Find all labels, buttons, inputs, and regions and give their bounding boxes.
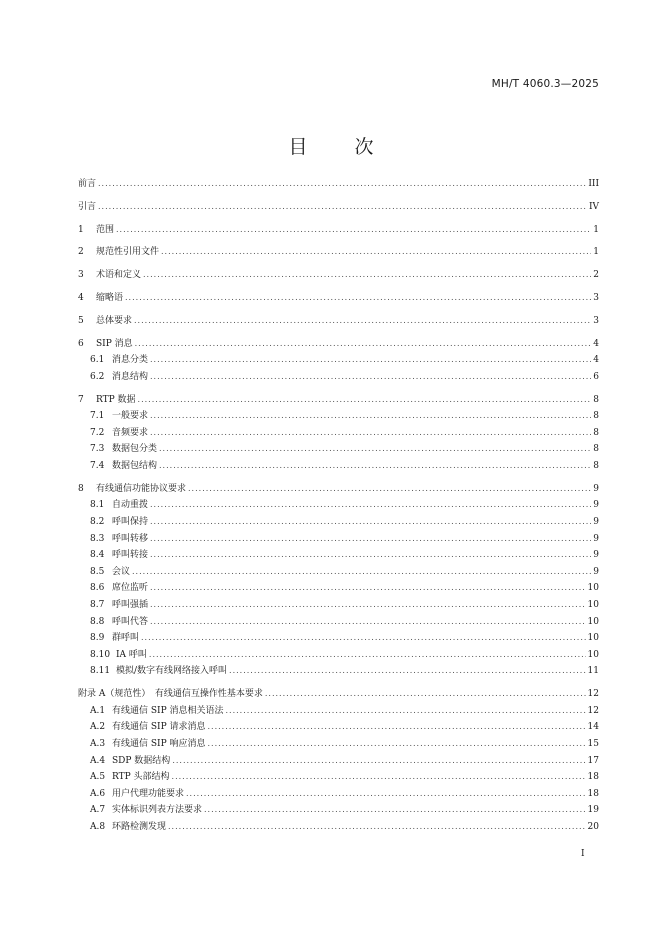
toc-entry-label: 有线通信功能协议要求: [96, 483, 187, 494]
toc-entry-page: 10: [587, 583, 599, 594]
toc-entry-label: 有线通信 SIP 消息相关语法: [112, 705, 224, 716]
toc-entry-label: 消息分类: [112, 355, 149, 366]
toc-entry-label: 数据包结构: [112, 461, 158, 471]
leader-dots: [186, 790, 586, 798]
toc-entry-number: 2: [78, 247, 84, 258]
toc-entry[interactable]: [78, 317, 599, 326]
toc-entry-page: 12: [587, 689, 599, 700]
leader-dots: [150, 429, 591, 437]
toc-entry-number: 7.3: [90, 444, 105, 455]
toc-entry-page: 4: [593, 338, 599, 349]
leader-dots: [188, 485, 591, 493]
toc-entry-label: 术语和定义: [96, 270, 142, 281]
toc-entry[interactable]: [78, 634, 599, 643]
leader-dots: [150, 551, 591, 559]
toc-entry-text: [78, 226, 116, 235]
leader-dots: [149, 651, 586, 659]
leader-dots: [150, 535, 591, 543]
toc-entry-page: 10: [587, 616, 599, 627]
toc-entry-page: 9: [593, 533, 599, 544]
leader-dots: [150, 618, 586, 626]
toc-entry[interactable]: [78, 203, 599, 212]
toc-entry[interactable]: [78, 396, 599, 405]
toc-title: 目 次: [288, 136, 388, 158]
leader-dots: [150, 584, 586, 592]
leader-dots: [204, 806, 586, 814]
toc-entry[interactable]: [78, 226, 599, 235]
toc-entry-page: 18: [587, 788, 599, 799]
toc-entry-label: 有线通信 SIP 请求消息: [112, 722, 206, 733]
toc-entry[interactable]: [78, 551, 599, 560]
toc-entry[interactable]: [78, 535, 599, 544]
toc-entry-number: 7: [78, 394, 84, 405]
toc-entry[interactable]: [78, 485, 599, 494]
toc-entry[interactable]: [78, 757, 599, 766]
toc-entry-page: 9: [593, 483, 599, 494]
toc-entry-number: 8.5: [90, 566, 105, 577]
toc-entry-text: [78, 180, 98, 189]
toc-entry-number: 6.2: [90, 371, 105, 382]
toc-entry-text: [78, 317, 134, 326]
toc-entry[interactable]: [78, 412, 599, 421]
toc-entry-text: [90, 723, 208, 732]
toc-entry-label: 音频要求: [112, 427, 149, 438]
leader-dots: [150, 518, 591, 526]
toc-entry-text: [90, 373, 150, 382]
toc-entry-label: 呼叫保持: [112, 517, 149, 527]
toc-entry-page: 3: [593, 315, 599, 326]
toc-entry-label: 前言: [78, 179, 97, 189]
toc-entry-text: [90, 757, 172, 766]
toc-entry-text: [90, 740, 208, 749]
leader-dots: [150, 373, 591, 381]
toc-entry[interactable]: [78, 340, 599, 349]
toc-entry-text: [90, 429, 150, 438]
leader-dots: [132, 568, 591, 576]
toc-entry[interactable]: [78, 707, 599, 716]
toc-entry-page: 11: [587, 666, 599, 677]
toc-entry-text: [90, 618, 150, 627]
toc-entry-page: 20: [587, 822, 599, 832]
toc-entry-page: 1: [593, 224, 599, 235]
toc-entry-page: 18: [587, 772, 599, 783]
toc-entry[interactable]: [78, 667, 599, 676]
toc-entry-number: 4: [78, 293, 84, 303]
toc-entry-page: 17: [587, 755, 599, 766]
toc-entry[interactable]: [78, 651, 599, 660]
toc-entry-number: 8.10: [90, 649, 111, 660]
toc-entry-number: 8.7: [90, 600, 105, 610]
toc-entry-label: 用户代理功能要求: [112, 788, 185, 799]
toc-entry-label: IA 呼叫: [116, 649, 147, 660]
toc-entry-page: 9: [593, 500, 599, 511]
leader-dots: [159, 445, 591, 453]
toc-entry-number: A.1: [90, 705, 106, 716]
toc-entry-page: 10: [587, 600, 599, 610]
toc-entry-number: 8.1: [90, 500, 105, 511]
toc-entry-number: 8.6: [90, 583, 105, 594]
leader-dots: [134, 317, 591, 325]
leader-dots: [141, 634, 586, 642]
toc-entry[interactable]: [78, 462, 599, 471]
toc-entry-page: 8: [593, 427, 599, 438]
toc-entry-label: 呼叫转接: [112, 550, 149, 561]
toc-entry-page: 9: [593, 566, 599, 577]
toc-entry-number: A.2: [90, 722, 106, 733]
toc-entry-page: 10: [587, 649, 599, 660]
toc-entry-text: [90, 806, 204, 815]
toc-entry[interactable]: [78, 445, 599, 454]
toc-entry-label: RTP 头部结构: [112, 772, 170, 783]
toc-entry-text: [90, 551, 150, 560]
toc-entry-number: 6.1: [90, 355, 105, 366]
toc-entry-text: [78, 271, 143, 280]
toc-entry[interactable]: [78, 618, 599, 627]
toc-entry-label: 自动重拨: [112, 500, 149, 511]
toc-entry[interactable]: [78, 429, 599, 438]
toc-entry-label: 席位监听: [112, 583, 149, 594]
toc-entry-text: [78, 294, 125, 303]
toc-entry-label: 一般要求: [112, 411, 149, 422]
toc-entry-label: 环路检测发现: [112, 822, 167, 832]
toc-entry-number: 7.2: [90, 427, 105, 438]
toc-entry-number: 8.2: [90, 517, 105, 527]
toc-entry[interactable]: [78, 180, 599, 189]
toc-entry[interactable]: [78, 271, 599, 280]
toc-entry-label: 实体标识列表方法要求: [112, 805, 203, 816]
toc-entry-number: 7.1: [90, 411, 105, 422]
toc-entry-page: 8: [593, 444, 599, 455]
toc-entry-label: 缩略语: [96, 293, 124, 303]
toc-entry-text: [90, 823, 168, 832]
toc-entry-text: [78, 396, 138, 405]
leader-dots: [138, 396, 592, 404]
leader-dots: [208, 740, 586, 748]
toc-entry-text: [90, 584, 150, 593]
toc-entry-number: 8.4: [90, 550, 105, 561]
toc-entry-number: 8.9: [90, 633, 105, 644]
toc-entry-page: 1: [593, 247, 599, 258]
leader-dots: [150, 356, 591, 364]
toc-entry-label: SDP 数据结构: [112, 755, 171, 766]
leader-dots: [172, 773, 586, 781]
leader-dots: [226, 707, 586, 715]
toc-entry[interactable]: [78, 518, 599, 527]
toc-entry-number: A.5: [90, 772, 106, 783]
toc-entry[interactable]: [78, 294, 599, 303]
toc-entry-page: 8: [593, 461, 599, 471]
toc-entry-number: A.3: [90, 739, 106, 749]
toc-entry-text: [90, 773, 172, 782]
toc-entry-number: 8.3: [90, 533, 105, 544]
leader-dots: [98, 180, 586, 188]
toc-entry-text: [90, 501, 150, 510]
toc-entry[interactable]: [78, 690, 599, 699]
toc-entry-text: [90, 535, 150, 544]
leader-dots: [125, 294, 591, 302]
toc-entry-text: [90, 445, 159, 454]
toc-entry-page: III: [588, 179, 599, 189]
toc-entry-text: [78, 203, 98, 212]
leader-dots: [161, 248, 591, 256]
toc-entry-label: 规范性引用文件: [96, 247, 160, 258]
leader-dots: [265, 690, 586, 698]
toc-entry[interactable]: [78, 773, 599, 782]
toc-entry-label: 群呼叫: [112, 633, 140, 644]
toc-entry-number: 5: [78, 315, 84, 326]
toc-entry-page: 2: [593, 270, 599, 281]
toc-entry-page: 4: [593, 355, 599, 366]
toc-entry-text: [90, 651, 149, 660]
toc-entry-label: 总体要求: [96, 315, 133, 326]
toc-entry-text: [78, 485, 188, 494]
leader-dots: [168, 823, 586, 831]
toc-entry[interactable]: [78, 501, 599, 510]
toc-entry-label: 呼叫代答: [112, 616, 149, 627]
toc-entry-page: 10: [587, 633, 599, 644]
leader-dots: [150, 412, 591, 420]
leader-dots: [150, 501, 591, 509]
toc-entry-text: [90, 356, 150, 365]
toc-entry-text: [90, 707, 226, 716]
toc-entry-page: 12: [587, 705, 599, 716]
toc-entry-number: 1: [78, 224, 84, 235]
toc-entry-text: [78, 248, 161, 257]
toc-entry-label: 呼叫转移: [112, 533, 149, 544]
leader-dots: [150, 601, 586, 609]
toc-entry[interactable]: [78, 740, 599, 749]
toc-entry[interactable]: [78, 601, 599, 610]
toc-entry-text: [90, 412, 150, 421]
toc-entry-text: [90, 518, 150, 527]
toc-entry-number: A.8: [90, 822, 106, 832]
toc-entry-page: IV: [588, 201, 599, 212]
toc-entry[interactable]: [78, 723, 599, 732]
toc-entry[interactable]: [78, 806, 599, 815]
toc-entry-number: 7.4: [90, 461, 105, 471]
leader-dots: [172, 757, 585, 765]
toc-entry[interactable]: [78, 584, 599, 593]
toc-entry-page: 9: [593, 517, 599, 527]
toc-entry-page: 9: [593, 550, 599, 561]
toc-entry[interactable]: [78, 373, 599, 382]
toc-entry[interactable]: [78, 248, 599, 257]
leader-dots: [159, 462, 591, 470]
toc-entry[interactable]: [78, 356, 599, 365]
toc-entry-label: 范围: [96, 224, 115, 235]
toc-entry-number: A.7: [90, 805, 106, 816]
toc-entry-number: 8.8: [90, 616, 105, 627]
toc-entry-page: 14: [587, 722, 599, 733]
toc-entry-page: 8: [593, 394, 599, 405]
toc-entry-number: A.4: [90, 755, 106, 766]
leader-dots: [229, 667, 586, 675]
toc-entry-page: 6: [593, 371, 599, 382]
toc-entry-text: [78, 690, 265, 699]
toc-entry[interactable]: [78, 823, 599, 832]
toc-entry-text: [78, 340, 135, 349]
toc-entry-text: [90, 568, 132, 577]
leader-dots: [98, 203, 587, 211]
leader-dots: [143, 271, 591, 279]
toc-entry-page: 15: [587, 739, 599, 749]
leader-dots: [116, 226, 591, 234]
toc-entry-number: 6: [78, 338, 84, 349]
toc-entry-text: [90, 667, 229, 676]
toc-entry-label: 引言: [78, 201, 97, 212]
toc-entry-text: [90, 601, 150, 610]
toc-entry-label: 消息结构: [112, 371, 149, 382]
leader-dots: [135, 340, 592, 348]
page-number: I: [581, 849, 585, 859]
toc-entry-number: 8: [78, 483, 84, 494]
toc-entry-page: 3: [593, 293, 599, 303]
standard-code: MH/T 4060.3—2025: [491, 78, 599, 90]
toc-entry-label: RTP 数据: [96, 394, 136, 405]
toc-entry-text: [90, 634, 141, 643]
leader-dots: [208, 723, 586, 731]
toc-entry-page: 19: [587, 805, 599, 816]
toc-entry-label: 会议: [112, 566, 131, 577]
toc-entry-number: 3: [78, 270, 84, 281]
toc-entry-number: 8.11: [90, 666, 111, 677]
toc-entry-number: A.6: [90, 788, 106, 799]
toc-entry-page: 8: [593, 411, 599, 422]
toc-entry-text: [90, 462, 159, 471]
toc-entry-label: 呼叫强插: [112, 600, 149, 610]
toc-entry-label: 模拟/数字有线网络接入呼叫: [116, 666, 228, 677]
toc-entry-label: SIP 消息: [96, 338, 133, 349]
toc-entry[interactable]: [78, 790, 599, 799]
toc-entry-label: 数据包分类: [112, 444, 158, 455]
toc-entry-label: 附录 A（规范性） 有线通信互操作性基本要求: [78, 689, 263, 700]
toc-entry[interactable]: [78, 568, 599, 577]
toc-entry-label: 有线通信 SIP 响应消息: [112, 739, 206, 749]
toc-entry-text: [90, 790, 186, 799]
